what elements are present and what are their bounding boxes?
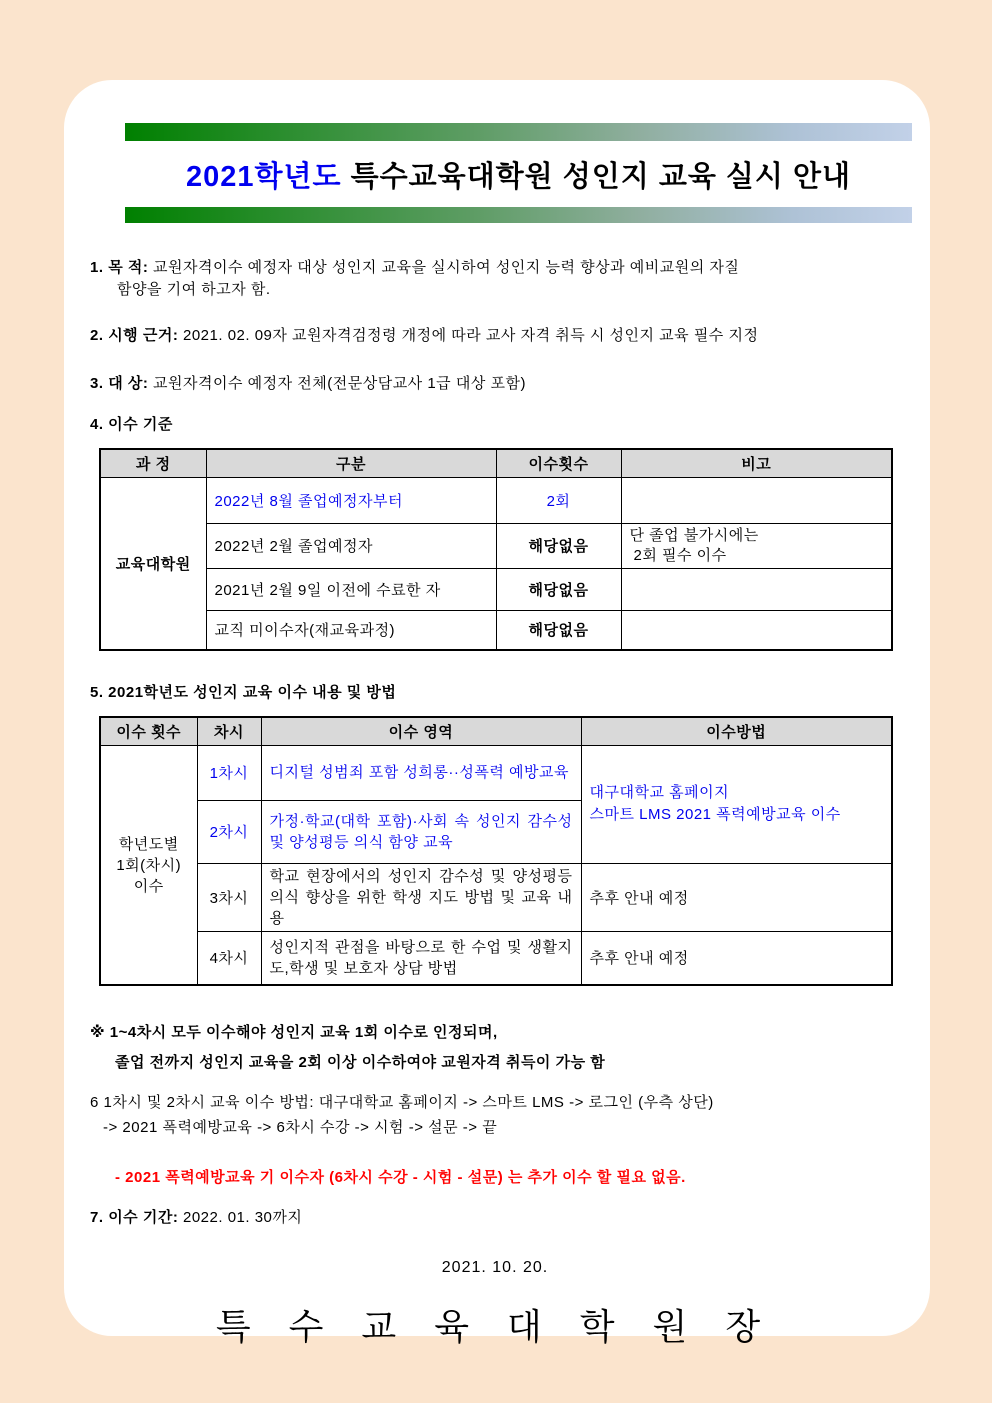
count-group-line-3: 이수 <box>133 878 164 896</box>
section-2-basis <box>90 325 900 347</box>
column-header-session: 차시 <box>197 717 261 745</box>
area-cell: 학교 현장에서의 성인지 감수성 및 양성평등 의식 향상을 위한 학생 지도 방법 및 교육 내용 <box>261 863 581 931</box>
remark-cell <box>621 568 892 610</box>
remark-cell <box>621 523 892 568</box>
course-group-cell: 교육대학원 <box>100 477 206 650</box>
section-2-label: 시행 근거: <box>108 327 179 344</box>
count-group-line-1: 학년도별 <box>118 836 179 854</box>
count-group-cell <box>100 745 197 985</box>
section-1-label: 목 적: <box>108 259 149 276</box>
asterisk-note-line-2: 졸업 전까지 성인지 교육을 2회 이상 이수하여야 교원자격 취득이 가능 함 <box>115 1054 606 1071</box>
method-cell: 추후 안내 예정 <box>581 863 892 931</box>
count-cell: 해당없음 <box>496 610 621 650</box>
page-title-year: 2021학년도 <box>185 161 342 193</box>
table-header-row <box>100 449 892 477</box>
education-content-table <box>99 716 893 986</box>
method-line-2: 스마트 LMS 2021 폭력예방교육 이수 <box>589 806 841 823</box>
method-cell: 추후 안내 예정 <box>581 931 892 985</box>
section-1-line-2: 함양을 기여 하고자 함. <box>117 281 271 298</box>
document-card <box>64 80 930 1347</box>
asterisk-note-line-1: ※ 1~4차시 모두 이수해야 성인지 교육 1회 이수로 인정되며, <box>90 1024 498 1041</box>
section-2-number: 2. <box>90 327 104 344</box>
session-cell: 2차시 <box>197 800 261 863</box>
section-7-label: 이수 기간: <box>108 1209 179 1226</box>
category-cell: 2022년 8월 졸업예정자부터 <box>206 477 496 523</box>
session-cell: 3차시 <box>197 863 261 931</box>
column-header-area: 이수 영역 <box>261 717 581 745</box>
table-row <box>100 523 892 568</box>
table-row <box>100 477 892 523</box>
column-header-category: 구분 <box>206 449 496 477</box>
section-3-label: 대 상: <box>108 375 149 392</box>
document-date: 2021. 10. 20. <box>441 1259 549 1276</box>
section-1-text: 교원자격이수 예정자 대상 성인지 교육을 실시하여 성인지 능력 향상과 예비교원의 자질 <box>153 259 740 276</box>
title-top-gradient-bar <box>125 123 912 141</box>
column-header-count: 이수 횟수 <box>100 717 197 745</box>
section-6-line-1: 6 1차시 및 2차시 교육 이수 방법: 대구대학교 홈페이지 -> 스마트 LMS -> 로그인 (우측 상단) <box>90 1094 714 1111</box>
section-5-heading: 5. 2021학년도 성인지 교육 이수 내용 및 방법 <box>90 684 397 701</box>
section-1-line-1 <box>90 257 900 279</box>
section-7-text: 2022. 01. 30까지 <box>182 1209 303 1226</box>
section-6-method <box>90 1090 900 1140</box>
table-row <box>100 610 892 650</box>
category-cell: 교직 미이수자(재교육과정) <box>206 610 496 650</box>
page-title-main: 특수교육대학원 성인지 교육 실시 안내 <box>341 161 852 193</box>
section-6-line-2: -> 2021 폭력예방교육 -> 6차시 수강 -> 시험 -> 설문 -> 끝 <box>103 1119 498 1136</box>
section-3-number: 3. <box>90 375 104 392</box>
count-cell: 해당없음 <box>496 523 621 568</box>
section-3-text: 교원자격이수 예정자 전체(전문상담교사 1급 대상 포함) <box>153 375 526 392</box>
column-header-remark: 비고 <box>621 449 892 477</box>
count-cell: 해당없음 <box>496 568 621 610</box>
section-1-purpose <box>90 257 900 301</box>
column-header-method: 이수방법 <box>581 717 892 745</box>
section-7-period <box>90 1207 900 1229</box>
table-row <box>100 931 892 985</box>
method-line-1: 대구대학교 홈페이지 <box>589 784 730 801</box>
category-cell: 2022년 2월 졸업예정자 <box>206 523 496 568</box>
remark-line-2: 2회 필수 이수 <box>633 546 727 564</box>
area-cell: 디지털 성범죄 포함 성희롱··성폭력 예방교육 <box>261 745 581 800</box>
area-cell: 성인지적 관점을 바탕으로 한 수업 및 생활지도,학생 및 보호자 상담 방법 <box>261 931 581 985</box>
title-bottom-gradient-bar <box>125 207 912 223</box>
session-cell: 4차시 <box>197 931 261 985</box>
count-cell: 2회 <box>496 477 621 523</box>
signature-dean: 특 수 교 육 대 학 원 장 <box>215 1306 775 1347</box>
remark-cell <box>621 610 892 650</box>
column-header-course: 과 정 <box>100 449 206 477</box>
remark-line-1: 단 졸업 불가시에는 <box>629 526 759 544</box>
remark-cell <box>621 477 892 523</box>
section-1-number: 1. <box>90 259 104 276</box>
session-cell: 1차시 <box>197 745 261 800</box>
page-title <box>125 154 912 195</box>
section-4-heading: 4. 이수 기준 <box>90 416 173 433</box>
document-content <box>64 257 930 1350</box>
table-row <box>100 745 892 800</box>
column-header-count: 이수횟수 <box>496 449 621 477</box>
completion-criteria-table <box>99 448 893 651</box>
count-group-line-2: 1회(차시) <box>116 857 182 875</box>
red-exemption-note: - 2021 폭력예방교육 기 이수자 (6차시 수강 - 시험 - 설문) 는 추가 이수 할 필요 없음. <box>115 1169 686 1186</box>
section-7-number: 7. <box>90 1209 104 1226</box>
area-cell: 가정·학교(대학 포함)·사회 속 성인지 감수성 및 양성평등 의식 함양 교육 <box>261 800 581 863</box>
title-block <box>125 123 912 223</box>
section-2-text: 2021. 02. 09자 교원자격검정령 개정에 따라 교사 자격 취득 시 성인지 교육 필수 지정 <box>182 327 759 344</box>
table-row <box>100 568 892 610</box>
table-row <box>100 863 892 931</box>
asterisk-note <box>90 1018 900 1078</box>
category-cell: 2021년 2월 9일 이전에 수료한 자 <box>206 568 496 610</box>
table-header-row <box>100 717 892 745</box>
method-merged-cell <box>581 745 892 863</box>
section-3-target <box>90 373 900 395</box>
